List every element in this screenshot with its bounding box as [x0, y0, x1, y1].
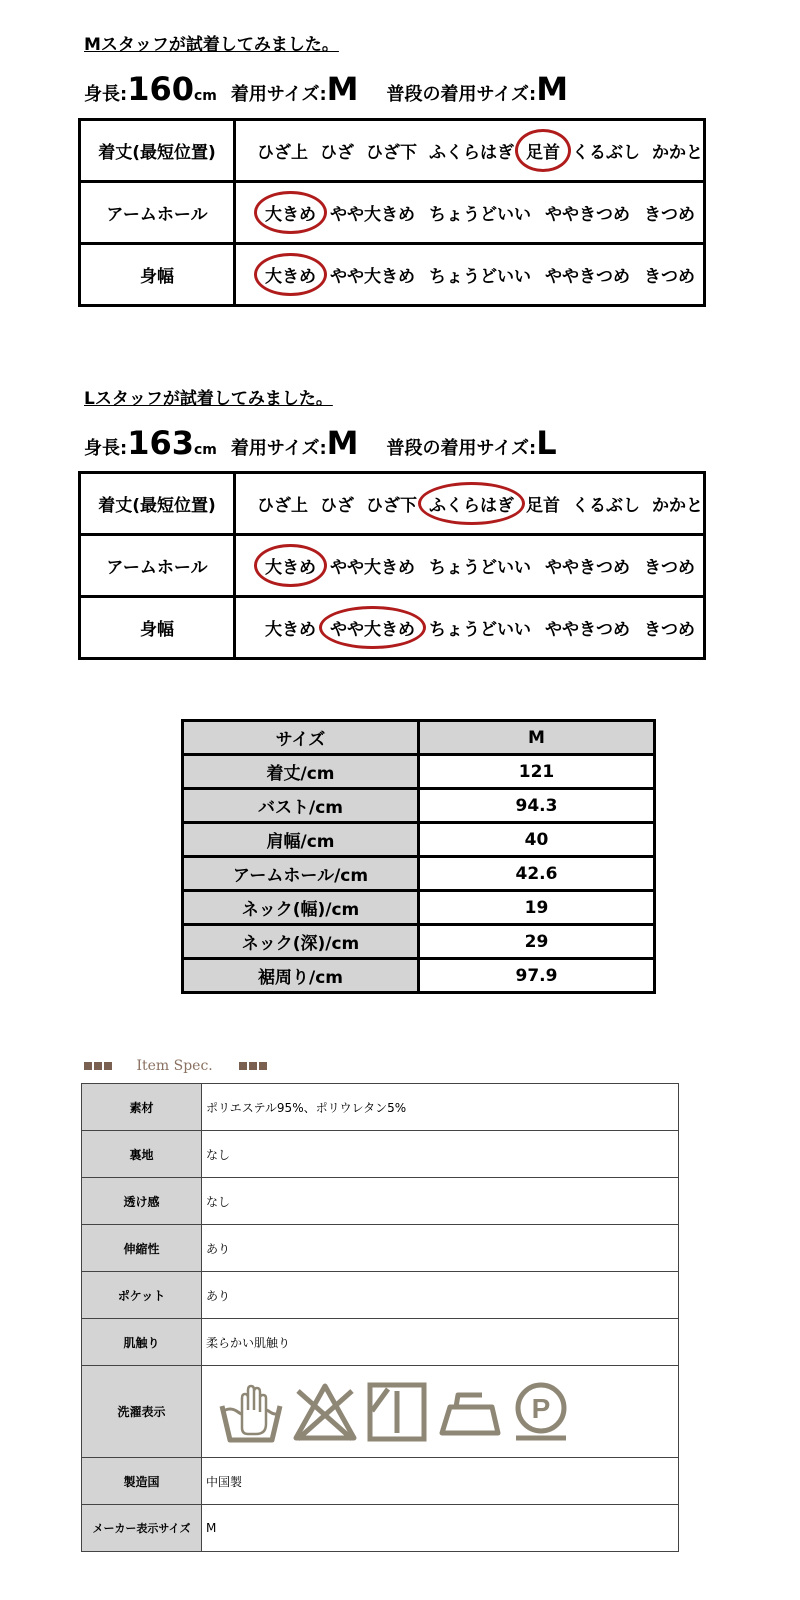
do-not-bleach-icon	[292, 1381, 358, 1443]
size-key: ネック(幅)/cm	[183, 891, 419, 925]
fit-option: 足首	[526, 496, 560, 516]
fit-option: ちょうどいい	[429, 558, 531, 578]
fit-row-label: 身幅	[80, 244, 235, 306]
wear-size-value: M	[326, 70, 359, 108]
care-label-cell	[202, 1366, 679, 1458]
fit-option: ちょうどいい	[429, 205, 531, 225]
fit-row	[80, 182, 705, 244]
size-value: 19	[419, 891, 655, 925]
fit-option: くるぶし	[572, 143, 640, 163]
fit-option: きつめ	[644, 267, 695, 287]
spec-row	[82, 1084, 679, 1131]
size-row	[183, 823, 655, 857]
size-value: 42.6	[419, 857, 655, 891]
spec-row	[82, 1131, 679, 1178]
spec-key: 製造国	[82, 1458, 202, 1505]
spec-row	[82, 1366, 679, 1458]
fit-options	[235, 473, 705, 535]
spec-key: 洗濯表示	[82, 1366, 202, 1458]
spec-key: ポケット	[82, 1272, 202, 1319]
size-row	[183, 959, 655, 993]
size-table	[181, 719, 656, 994]
size-value: 40	[419, 823, 655, 857]
usual-size-label: 普段の着用サイズ:	[386, 438, 537, 459]
fit-row	[80, 535, 705, 597]
fit-options	[235, 244, 705, 306]
spec-key: 裏地	[82, 1131, 202, 1178]
spec-value: 柔らかい肌触り	[202, 1319, 679, 1366]
fit-option-selected: 大きめ	[262, 200, 319, 225]
fit-options	[235, 597, 705, 659]
fit-row	[80, 244, 705, 306]
fit-row-label: 着丈(最短位置)	[80, 120, 235, 182]
hand-wash-icon	[218, 1380, 284, 1444]
fit-option: やや大きめ	[330, 267, 415, 287]
fit-option: きつめ	[644, 558, 695, 578]
fit-option: きつめ	[644, 205, 695, 225]
item-spec-title: Item Spec.	[136, 1058, 213, 1074]
spec-key: メーカー表示サイズ	[82, 1505, 202, 1552]
line-dry-icon	[366, 1381, 428, 1443]
fit-row	[80, 597, 705, 659]
svg-text:P: P	[531, 1392, 551, 1424]
fit-option: ひざ上	[257, 496, 308, 516]
fit-option: ややきつめ	[545, 558, 630, 578]
m-staff-fit-table	[78, 118, 706, 307]
fit-option: ふくらはぎ	[429, 143, 514, 163]
fit-options	[235, 535, 705, 597]
spec-value: ポリエステル95%、ポリウレタン5%	[202, 1084, 679, 1131]
spec-key: 素材	[82, 1084, 202, 1131]
l-staff-title: Lスタッフが試着してみました。	[84, 389, 333, 409]
fit-option: ひざ上	[257, 143, 308, 163]
square-icon	[259, 1062, 267, 1070]
spec-row	[82, 1178, 679, 1225]
fit-option: ちょうどいい	[429, 267, 531, 287]
item-spec-table	[81, 1083, 679, 1552]
square-icon	[239, 1062, 247, 1070]
size-key: 肩幅/cm	[183, 823, 419, 857]
square-icon	[104, 1062, 112, 1070]
fit-row-label: 着丈(最短位置)	[80, 473, 235, 535]
size-row	[183, 755, 655, 789]
fit-option-selected: やや大きめ	[327, 615, 418, 640]
item-spec-heading	[84, 1058, 269, 1074]
dry-clean-p-icon	[510, 1381, 572, 1443]
wear-size-value: M	[326, 424, 359, 462]
fit-option: ややきつめ	[545, 205, 630, 225]
spec-row	[82, 1225, 679, 1272]
spec-value: なし	[202, 1131, 679, 1178]
size-row	[183, 857, 655, 891]
fit-row	[80, 120, 705, 182]
spec-value: なし	[202, 1178, 679, 1225]
fit-option: ややきつめ	[545, 267, 630, 287]
square-icon	[94, 1062, 102, 1070]
fit-option: ちょうどいい	[429, 620, 531, 640]
m-staff-title: Mスタッフが試着してみました。	[84, 35, 339, 55]
fit-option: 大きめ	[265, 620, 316, 640]
fit-option: ひざ下	[366, 496, 417, 516]
fit-option-selected: 大きめ	[262, 262, 319, 287]
iron-low-icon	[436, 1381, 502, 1443]
size-key: アームホール/cm	[183, 857, 419, 891]
fit-option: きつめ	[644, 620, 695, 640]
size-key: 裾周り/cm	[183, 959, 419, 993]
fit-option: ひざ	[320, 496, 354, 516]
size-key: 着丈/cm	[183, 755, 419, 789]
fit-options	[235, 182, 705, 244]
l-staff-info	[84, 424, 557, 462]
height-unit: cm	[194, 88, 217, 104]
fit-option: かかと	[652, 143, 703, 163]
spec-key: 肌触り	[82, 1319, 202, 1366]
spec-row	[82, 1272, 679, 1319]
size-value: 97.9	[419, 959, 655, 993]
size-header-value: M	[419, 721, 655, 755]
square-icon	[249, 1062, 257, 1070]
size-row	[183, 925, 655, 959]
spec-row	[82, 1505, 679, 1552]
usual-size-value: L	[536, 424, 557, 462]
size-key: ネック(深)/cm	[183, 925, 419, 959]
spec-value: あり	[202, 1225, 679, 1272]
l-staff-fit-table	[78, 471, 706, 660]
wear-size-label: 着用サイズ:	[230, 438, 327, 459]
fit-row-label: 身幅	[80, 597, 235, 659]
height-label: 身長:	[84, 438, 128, 459]
size-key: バスト/cm	[183, 789, 419, 823]
size-header-label: サイズ	[183, 721, 419, 755]
fit-options	[235, 120, 705, 182]
height-unit: cm	[194, 442, 217, 458]
fit-option: くるぶし	[572, 496, 640, 516]
spec-key: 透け感	[82, 1178, 202, 1225]
fit-row-label: アームホール	[80, 535, 235, 597]
size-table-header	[183, 721, 655, 755]
wear-size-label: 着用サイズ:	[230, 84, 327, 105]
size-row	[183, 789, 655, 823]
fit-option: ひざ	[320, 143, 354, 163]
size-row	[183, 891, 655, 925]
height-label: 身長:	[84, 84, 128, 105]
spec-row	[82, 1319, 679, 1366]
fit-option-selected: 足首	[523, 138, 563, 163]
size-value: 29	[419, 925, 655, 959]
fit-row	[80, 473, 705, 535]
usual-size-value: M	[536, 70, 569, 108]
spec-key: 伸縮性	[82, 1225, 202, 1272]
fit-option: やや大きめ	[330, 558, 415, 578]
square-icon	[84, 1062, 92, 1070]
usual-size-label: 普段の着用サイズ:	[386, 84, 537, 105]
height-value: 160	[127, 70, 194, 108]
fit-option-selected: ふくらはぎ	[426, 491, 517, 516]
m-staff-info	[84, 70, 568, 108]
fit-option: やや大きめ	[330, 205, 415, 225]
fit-row-label: アームホール	[80, 182, 235, 244]
spec-value: M	[202, 1505, 679, 1552]
fit-option: かかと	[652, 496, 703, 516]
spec-row	[82, 1458, 679, 1505]
fit-option: ひざ下	[366, 143, 417, 163]
spec-value: 中国製	[202, 1458, 679, 1505]
height-value: 163	[127, 424, 194, 462]
spec-value: あり	[202, 1272, 679, 1319]
fit-option: ややきつめ	[545, 620, 630, 640]
fit-option-selected: 大きめ	[262, 553, 319, 578]
size-value: 121	[419, 755, 655, 789]
size-value: 94.3	[419, 789, 655, 823]
